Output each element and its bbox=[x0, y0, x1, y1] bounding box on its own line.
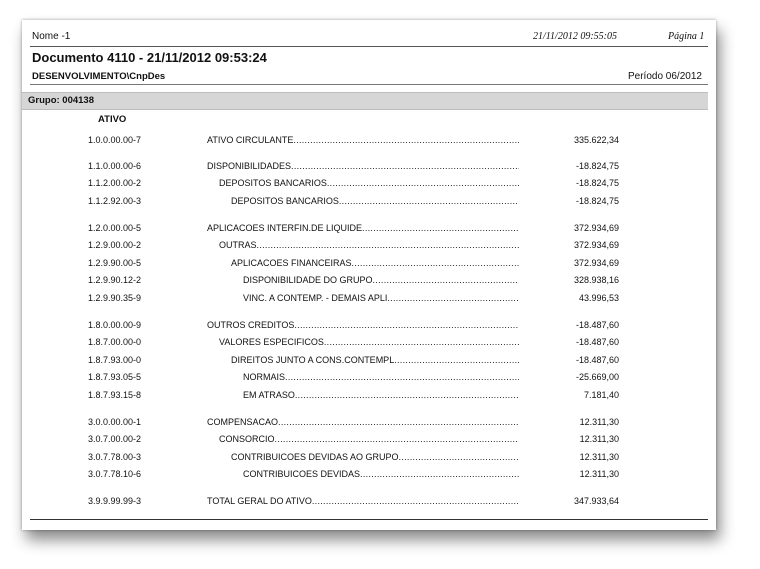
account-description: APLICACOES INTERFIN.DE LIQUIDE ..... bbox=[207, 223, 519, 235]
account-description: EM ATRASO ..... bbox=[243, 390, 519, 402]
account-code: 1.0.0.00.00-7 bbox=[88, 135, 142, 145]
account-code: 1.8.7.93.15-8 bbox=[88, 390, 142, 400]
report-page bbox=[22, 20, 716, 530]
account-code: 1.1.0.00.00-6 bbox=[88, 161, 142, 171]
account-value: -18.487,60 bbox=[575, 337, 619, 347]
account-description: VINC. A CONTEMP. - DEMAIS APLI ..... bbox=[243, 293, 519, 305]
account-description: NORMAIS ..... bbox=[243, 372, 519, 384]
account-row bbox=[22, 196, 716, 210]
account-row bbox=[22, 161, 716, 175]
account-description: CONTRIBUICOES DEVIDAS AO GRUPO ..... bbox=[231, 452, 519, 464]
account-value: 12.311,30 bbox=[579, 434, 619, 444]
section-title: ATIVO bbox=[98, 114, 127, 125]
account-code: 1.1.2.00.00-2 bbox=[88, 178, 142, 188]
account-value: 372.934,69 bbox=[573, 223, 619, 233]
report-timestamp: 21/11/2012 09:55:05 bbox=[533, 31, 617, 42]
account-value: 12.311,30 bbox=[579, 452, 619, 462]
account-row bbox=[22, 240, 716, 254]
account-description: OUTROS CREDITOS ..... bbox=[207, 320, 519, 332]
footer-divider bbox=[30, 519, 708, 520]
account-code: 1.8.7.93.00-0 bbox=[88, 355, 142, 365]
account-description: DISPONIBILIDADE DO GRUPO ..... bbox=[243, 275, 519, 287]
account-description: APLICACOES FINANCEIRAS ..... bbox=[231, 258, 519, 270]
account-value: 372.934,69 bbox=[573, 240, 619, 250]
account-value: 328.938,16 bbox=[573, 275, 619, 285]
account-description: TOTAL GERAL DO ATIVO ..... bbox=[207, 496, 519, 508]
account-row bbox=[22, 275, 716, 289]
account-code: 1.2.9.00.00-2 bbox=[88, 240, 142, 250]
account-row bbox=[22, 223, 716, 237]
account-description: DEPOSITOS BANCARIOS ..... bbox=[219, 178, 519, 190]
account-description: VALORES ESPECIFICOS ..... bbox=[219, 337, 519, 349]
account-code: 3.0.7.78.10-6 bbox=[88, 469, 142, 479]
account-value: -18.487,60 bbox=[575, 320, 619, 330]
group-bar bbox=[22, 92, 708, 110]
account-row bbox=[22, 355, 716, 369]
account-code: 1.1.2.92.00-3 bbox=[88, 196, 142, 206]
account-row bbox=[22, 337, 716, 351]
document-title: Documento 4110 - 21/11/2012 09:53:24 bbox=[32, 50, 267, 65]
account-code: 3.0.7.00.00-2 bbox=[88, 434, 142, 444]
account-code: 1.2.9.90.35-9 bbox=[88, 293, 142, 303]
header-divider bbox=[30, 46, 708, 47]
account-code: 1.8.0.00.00-9 bbox=[88, 320, 142, 330]
account-code: 1.2.9.90.00-5 bbox=[88, 258, 142, 268]
account-row bbox=[22, 452, 716, 466]
account-description: CONTRIBUICOES DEVIDAS ..... bbox=[243, 469, 519, 481]
period-label: Período 06/2012 bbox=[628, 71, 702, 82]
account-value: 12.311,30 bbox=[579, 417, 619, 427]
account-value: -25.669,00 bbox=[575, 372, 619, 382]
account-row bbox=[22, 258, 716, 272]
account-row bbox=[22, 434, 716, 448]
account-value: 7.181,40 bbox=[583, 390, 619, 400]
account-row bbox=[22, 135, 716, 149]
account-row bbox=[22, 496, 716, 510]
system-path: DESENVOLVIMENTO\CnpDes bbox=[32, 71, 166, 82]
account-value: 335.622,34 bbox=[573, 135, 619, 145]
account-value: -18.487,60 bbox=[575, 355, 619, 365]
account-value: 43.996,53 bbox=[578, 293, 619, 303]
account-row bbox=[22, 390, 716, 404]
account-value: -18.824,75 bbox=[575, 161, 619, 171]
account-description: ATIVO CIRCULANTE ..... bbox=[207, 135, 519, 147]
account-description: DEPOSITOS BANCARIOS ..... bbox=[231, 196, 519, 208]
account-description: OUTRAS ..... bbox=[219, 240, 519, 252]
account-code: 1.2.9.90.12-2 bbox=[88, 275, 142, 285]
group-label: Grupo: 004138 bbox=[28, 95, 94, 106]
account-row bbox=[22, 178, 716, 192]
account-value: -18.824,75 bbox=[575, 196, 619, 206]
account-description: DISPONIBILIDADES ..... bbox=[207, 161, 519, 173]
account-row bbox=[22, 417, 716, 431]
account-row bbox=[22, 293, 716, 307]
account-row bbox=[22, 469, 716, 483]
account-code: 3.0.0.00.00-1 bbox=[88, 417, 142, 427]
report-name: Nome -1 bbox=[32, 31, 71, 42]
account-value: 372.934,69 bbox=[573, 258, 619, 268]
account-code: 3.9.9.99.99-3 bbox=[88, 496, 142, 506]
account-value: 12.311,30 bbox=[579, 469, 619, 479]
account-code: 1.8.7.93.05-5 bbox=[88, 372, 142, 382]
account-description: COMPENSACAO ..... bbox=[207, 417, 519, 429]
account-code: 1.2.0.00.00-5 bbox=[88, 223, 142, 233]
account-code: 3.0.7.78.00-3 bbox=[88, 452, 142, 462]
account-code: 1.8.7.00.00-0 bbox=[88, 337, 142, 347]
account-value: -18.824,75 bbox=[575, 178, 619, 188]
account-description: CONSORCIO ..... bbox=[219, 434, 519, 446]
account-value: 347.933,64 bbox=[573, 496, 619, 506]
page-number: Página 1 bbox=[668, 31, 705, 42]
account-row bbox=[22, 320, 716, 334]
account-description: DIREITOS JUNTO A CONS.CONTEMPL ..... bbox=[231, 355, 519, 367]
subheader-divider bbox=[30, 84, 708, 85]
account-row bbox=[22, 372, 716, 386]
